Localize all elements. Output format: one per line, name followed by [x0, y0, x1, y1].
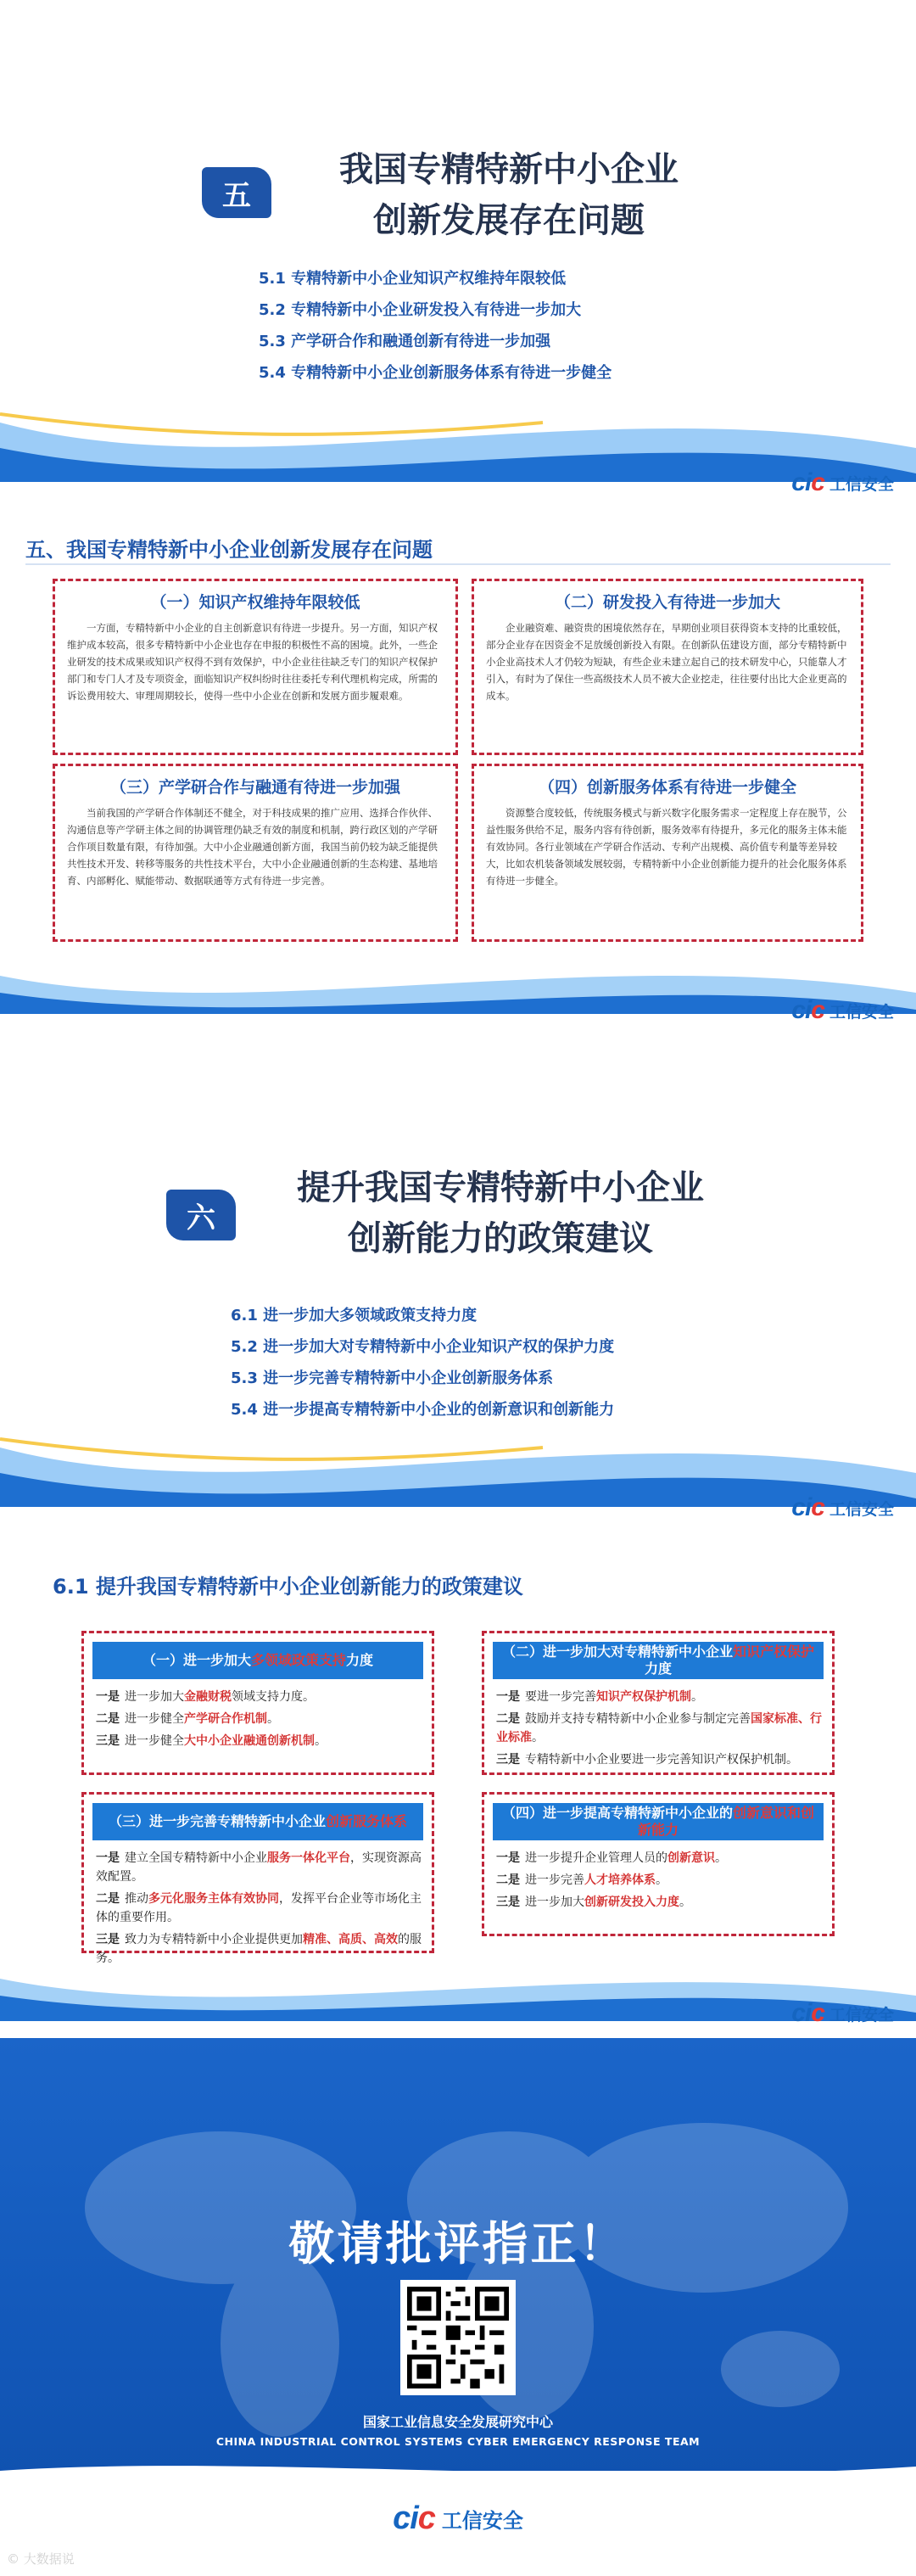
agenda-item[interactable]: 5.4 专精特新中小企业创新服务体系有待进一步健全	[259, 364, 612, 382]
agenda-item[interactable]: 5.1 专精特新中小企业知识产权维持年限较低	[259, 270, 567, 288]
slide-section-6-cover	[0, 1035, 916, 1532]
organization-name-en: CHINA INDUSTRIAL CONTROL SYSTEMS CYBER EMERGENCY RESPONSE TEAM	[215, 2435, 701, 2448]
section-title-line2: 创新发展存在问题	[373, 201, 645, 240]
problem-box-heading: （二）研发投入有待进一步加大	[554, 593, 780, 612]
policy-box-body	[96, 1688, 422, 1754]
agenda-item[interactable]: 6.1 进一步加大多领域政策支持力度	[231, 1307, 478, 1324]
wave-decoration	[0, 389, 916, 507]
policy-line: 三是 进一步健全大中小企业融通创新机制。	[96, 1734, 327, 1748]
policy-line: 二是 推动多元化服务主体有效协同，发挥平台企业等市场化主体的重要作用。	[96, 1892, 422, 1924]
wave-decoration	[0, 942, 916, 1035]
qr-code-icon	[407, 2287, 509, 2388]
policy-box-ip	[482, 1631, 835, 1775]
policy-box-service	[81, 1792, 434, 1965]
section-title-line2: 创新能力的政策建议	[348, 1219, 653, 1258]
logo-mark: cic	[791, 1493, 824, 1521]
policy-box-body	[496, 1849, 822, 1915]
agenda-item[interactable]: 5.2 进一步加大对专精特新中小企业知识产权的保护力度	[231, 1338, 615, 1356]
policy-box-heading: （四）进一步提高专精特新中小企业的创新意识和创新能力	[493, 1803, 824, 1840]
policy-line: 二是 进一步健全产学研合作机制。	[96, 1712, 279, 1726]
problem-box-heading: （一）知识产权维持年限较低	[150, 593, 360, 612]
agenda-item[interactable]: 5.2 专精特新中小企业研发投入有待进一步加大	[259, 301, 582, 319]
section-title-line1: 我国专精特新中小企业	[339, 150, 679, 189]
brand-logo	[791, 996, 894, 1025]
page-title: 五、我国专精特新中小企业创新发展存在问题	[25, 538, 433, 562]
brand-logo	[791, 1493, 894, 1522]
logo-text: 工信安全	[829, 474, 894, 494]
policy-box-innovation	[482, 1792, 835, 1936]
section-agenda-list	[259, 263, 612, 389]
wave-decoration	[0, 1953, 916, 2038]
agenda-item[interactable]: 5.4 进一步提高专精特新中小企业的创新意识和创新能力	[231, 1401, 615, 1419]
logo-mark: cic	[791, 996, 824, 1024]
section-badge: 五	[202, 167, 271, 218]
policy-line: 一是 进一步加大金融财税领域支持力度。	[96, 1690, 315, 1704]
logo-mark: cic	[791, 468, 824, 496]
slide-thanks	[0, 2038, 916, 2576]
slide-section-5-cover	[0, 0, 916, 507]
policy-line: 三是 进一步加大创新研发投入力度。	[496, 1896, 691, 1909]
problem-box-cooperation	[53, 764, 458, 942]
problem-box-service	[472, 764, 863, 942]
watermark: © 大数据说	[7, 2551, 75, 2567]
slide-section-6-detail	[0, 1532, 916, 2038]
policy-line: 一是 要进一步完善知识产权保护机制。	[496, 1690, 703, 1704]
section-agenda-list	[231, 1300, 614, 1425]
policy-line: 三是 致力为专精特新中小企业提供更加精准、高质、高效的服务。	[96, 1933, 422, 1965]
section-badge: 六	[166, 1190, 236, 1240]
policy-box-finance	[81, 1631, 434, 1775]
problem-box-ip	[53, 579, 458, 755]
problem-box-heading: （四）创新服务体系有待进一步健全	[538, 778, 796, 797]
problem-box-text: 资源整合度较低，传统服务模式与新兴数字化服务需求一定程度上存在脱节，公益性服务供给不足，服务内容有待创新，服务效率有待提升，多元化的服务主体未能有效协同。各行业领域在产学研合作活动、专利产出规模、高价值专利量等差异较大，比如农机装备领域发展较弱，专精特新中小企业创新能力提升的社会化服务体系有待进一步健全。	[486, 807, 847, 887]
logo-mark: cic	[393, 2500, 435, 2536]
logo-text: 工信安全	[829, 1499, 894, 1519]
section-title	[280, 144, 738, 246]
organization-name: 国家工业信息安全发展研究中心	[362, 2414, 553, 2430]
policy-line: 二是 鼓励并支持专精特新中小企业参与制定完善国家标准、行业标准。	[496, 1712, 822, 1744]
policy-box-heading: （一）进一步加大多领域政策支持力度	[92, 1642, 423, 1679]
brand-logo	[791, 1999, 894, 2028]
logo-text: 工信安全	[829, 1002, 894, 1022]
policy-line: 一是 建立全国专精特新中小企业服务一体化平台，实现资源高效配置。	[96, 1851, 422, 1884]
section-title	[246, 1162, 755, 1264]
problem-box-text: 企业融资难、融资贵的困境依然存在，早期创业项目获得资本支持的比重较低，部分企业存在因资金不足放缓创新投入有限。在创新队伍建设方面，部分专精特新中小企业高技术人才仍较为短缺，有些企业未建立起自己的技术研发中心，只能靠人才引入，有时为了保住一些高级技术人员不被大企业挖走，往往要付出比大企业更高的成本。	[486, 622, 847, 702]
policy-line: 二是 进一步完善人才培养体系。	[496, 1873, 667, 1887]
policy-line: 三是 专精特新中小企业要进一步完善知识产权保护机制。	[496, 1753, 798, 1767]
wave-decoration	[0, 1414, 916, 1532]
title-divider	[25, 563, 891, 565]
problem-box-rnd	[472, 579, 863, 755]
agenda-item[interactable]: 5.3 进一步完善专精特新中小企业创新服务体系	[231, 1369, 554, 1387]
section-title-line1: 提升我国专精特新中小企业	[297, 1168, 704, 1207]
brand-logo	[791, 468, 894, 497]
policy-line: 一是 进一步提升企业管理人员的创新意识。	[496, 1851, 727, 1865]
problem-box-heading: （三）产学研合作与融通有待进一步加强	[109, 778, 400, 797]
logo-text: 工信安全	[829, 2005, 894, 2024]
page-title: 6.1 提升我国专精特新中小企业创新能力的政策建议	[53, 1575, 523, 1599]
problem-box-text: 当前我国的产学研合作体制还不健全，对于科技成果的推广应用、选择合作伙伴、沟通信息等产学研主体之间的协调管理仍缺乏有效的制度和机制，跨行政区划的产学研合作项目数量有限，有待加强。大中小企业融通创新方面，我国当前仍较为缺乏能提供共性技术开发、转移等服务的共性技术平台，大中小企业融通创新的生态构建、基地培育、内部孵化、赋能带动、数据联通等方式有待进一步完善。	[67, 807, 438, 887]
policy-box-heading: （二）进一步加大对专精特新中小企业知识产权保护力度	[493, 1642, 824, 1679]
agenda-item[interactable]: 5.3 产学研合作和融通创新有待进一步加强	[259, 333, 551, 350]
qr-code[interactable]	[400, 2280, 516, 2395]
policy-box-heading: （三）进一步完善专精特新中小企业创新服务体系	[92, 1803, 423, 1840]
logo-text: 工信安全	[441, 2509, 523, 2533]
thanks-heading: 敬请批评指正！	[288, 2217, 628, 2271]
slide-section-5-detail	[0, 507, 916, 1035]
logo-mark: cic	[791, 1999, 824, 2027]
wave-decoration	[0, 2454, 916, 2488]
problem-box-text: 一方面，专精特新中小企业的自主创新意识有待进一步提升。另一方面，知识产权维护成本较高，很多专精特新中小企业也存在申报的积极性不高的困境。此外，一些企业研发的技术成果或知识产权得不到有效保护，中小企业往往缺乏专门的知识产权保护部门和专门人才及专项资金，面临知识产权纠纷时往往委托专利代理机构完成，所需的诉讼费用较大、审理周期较长，使得一些中小企业在创新和发展方面步履艰难。	[67, 622, 438, 702]
brand-logo-footer	[0, 2500, 916, 2537]
policy-box-body	[496, 1688, 822, 1772]
